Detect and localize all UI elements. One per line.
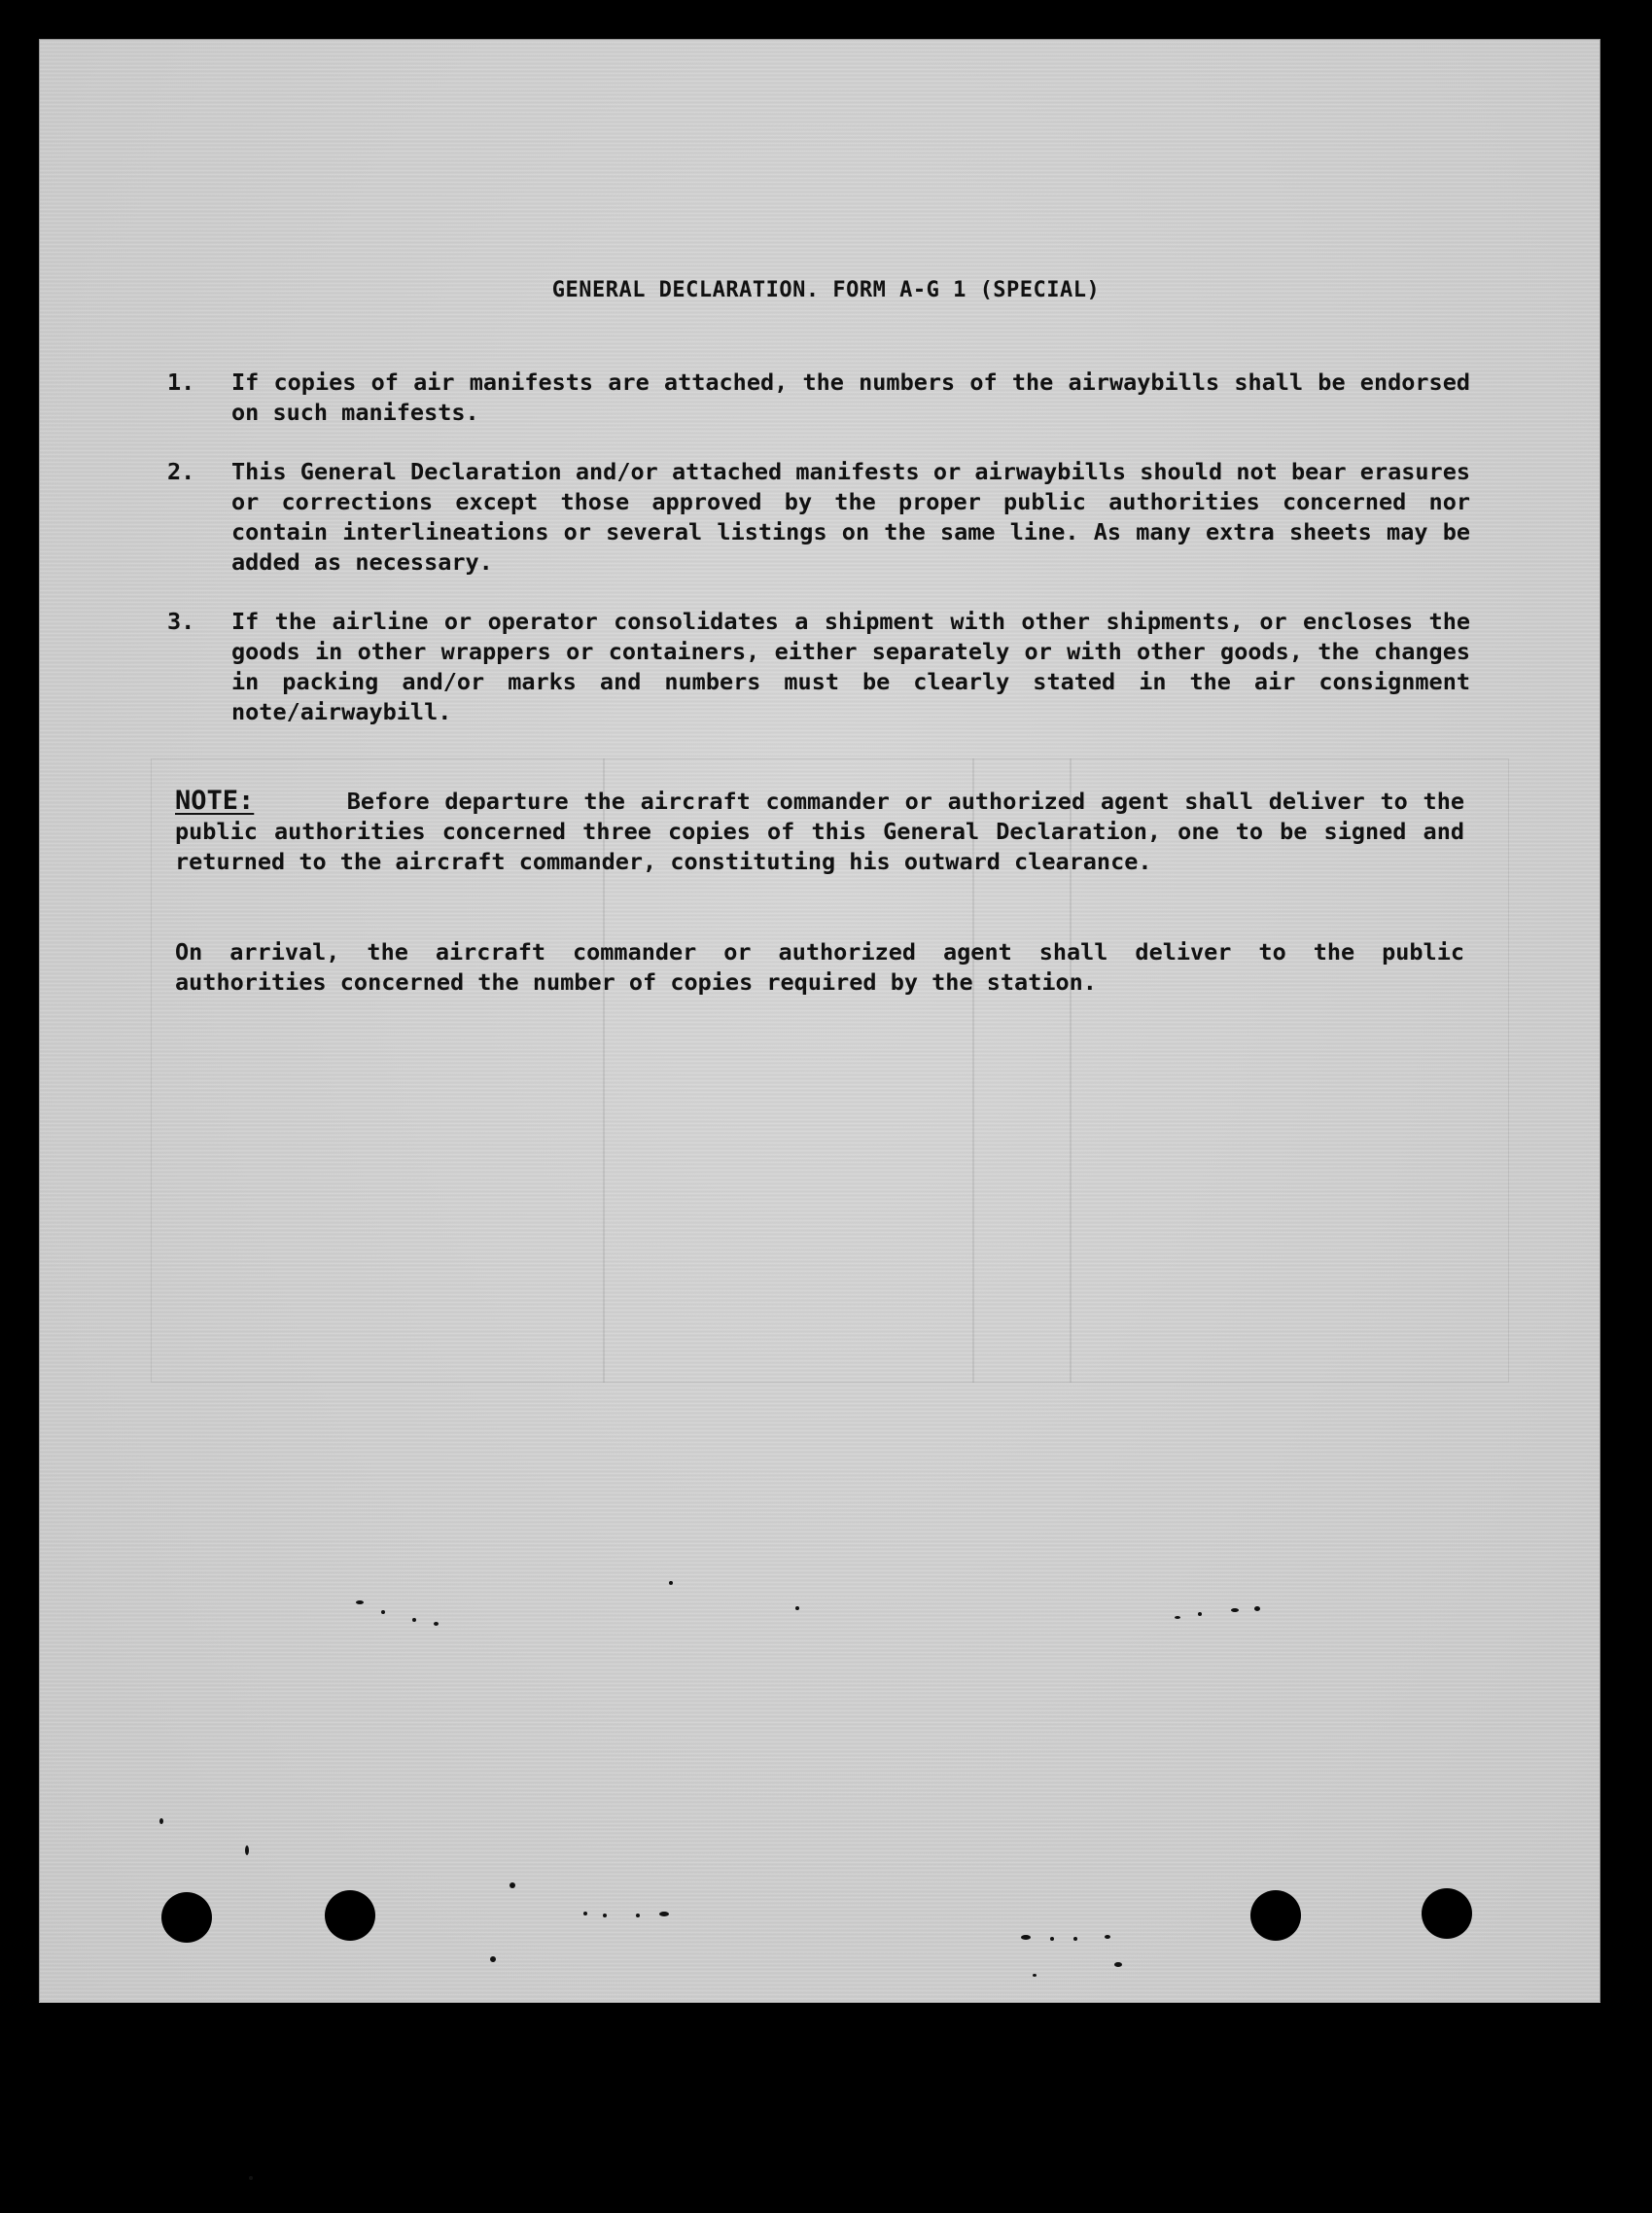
scan-speck	[381, 1610, 385, 1614]
scan-speck	[1050, 1937, 1054, 1941]
scan-speck	[1114, 1962, 1122, 1967]
punch-hole	[325, 1890, 375, 1941]
item-text: If the airline or operator consolidates a shipment with other shipments, or encloses the goods in other wrappers or containers, either separately or with other goods, the changes in packing and/or marks and numbers must be clearly stated in the air consignment note/airwaybill.	[231, 608, 1470, 725]
scan-speck	[636, 1914, 640, 1917]
scan-speck	[356, 1600, 364, 1604]
scan-speck	[583, 1912, 587, 1915]
scan-speck	[1105, 1935, 1110, 1939]
scan-speck	[510, 1882, 515, 1888]
instruction-item	[167, 607, 1470, 727]
arrival-text: On arrival, the aircraft commander or authorized agent shall deliver to the public authorities concerned the number of copies required by the station.	[175, 938, 1464, 996]
instruction-item	[167, 457, 1470, 578]
scan-speck	[659, 1912, 669, 1916]
punch-hole	[1422, 1888, 1472, 1939]
scan-speck	[1175, 1616, 1180, 1619]
note-text: Before departure the aircraft commander or authorized agent shall deliver to the public authorities concerned three copies of this General Declaration, one to be signed and returned to the aircraft commander, constituting his outward clearance.	[175, 788, 1464, 875]
scan-speck	[245, 1845, 249, 1855]
departure-note	[175, 786, 1464, 877]
scan-speck	[795, 1606, 799, 1610]
scan-speck	[249, 2176, 253, 2180]
item-number: 2.	[167, 458, 195, 485]
note-label: NOTE:	[175, 786, 255, 816]
scan-speck	[1033, 1974, 1037, 1977]
document-title: GENERAL DECLARATION. FORM A-G 1 (SPECIAL)	[551, 278, 1101, 302]
item-number: 3.	[167, 608, 195, 635]
scan-speck	[159, 1818, 163, 1824]
scan-speck	[1254, 1606, 1260, 1611]
instruction-item	[167, 368, 1470, 428]
item-text: This General Declaration and/or attached manifests or airwaybills should not bear erasures or corrections except those approved by the proper public authorities concerned nor contain interlineations or several listings on the same line. As many extra sheets may be added as necessary.	[231, 458, 1470, 576]
scan-speck	[1198, 1612, 1202, 1616]
scan-speck	[1021, 1935, 1031, 1940]
scan-speck	[1231, 1608, 1239, 1612]
scan-speck	[1073, 1937, 1077, 1941]
punch-hole	[1250, 1890, 1301, 1941]
scan-speck	[669, 1581, 673, 1585]
scan-speck	[603, 1914, 607, 1917]
arrival-note	[175, 937, 1464, 998]
scan-speck	[412, 1618, 416, 1622]
scan-speck	[490, 1956, 496, 1962]
item-number: 1.	[167, 369, 195, 396]
punch-hole	[161, 1892, 212, 1943]
scan-speck	[434, 1622, 439, 1626]
document-page	[39, 39, 1600, 2003]
item-text: If copies of air manifests are attached, the numbers of the airwaybills shall be endorsed on such manifests.	[231, 369, 1470, 426]
